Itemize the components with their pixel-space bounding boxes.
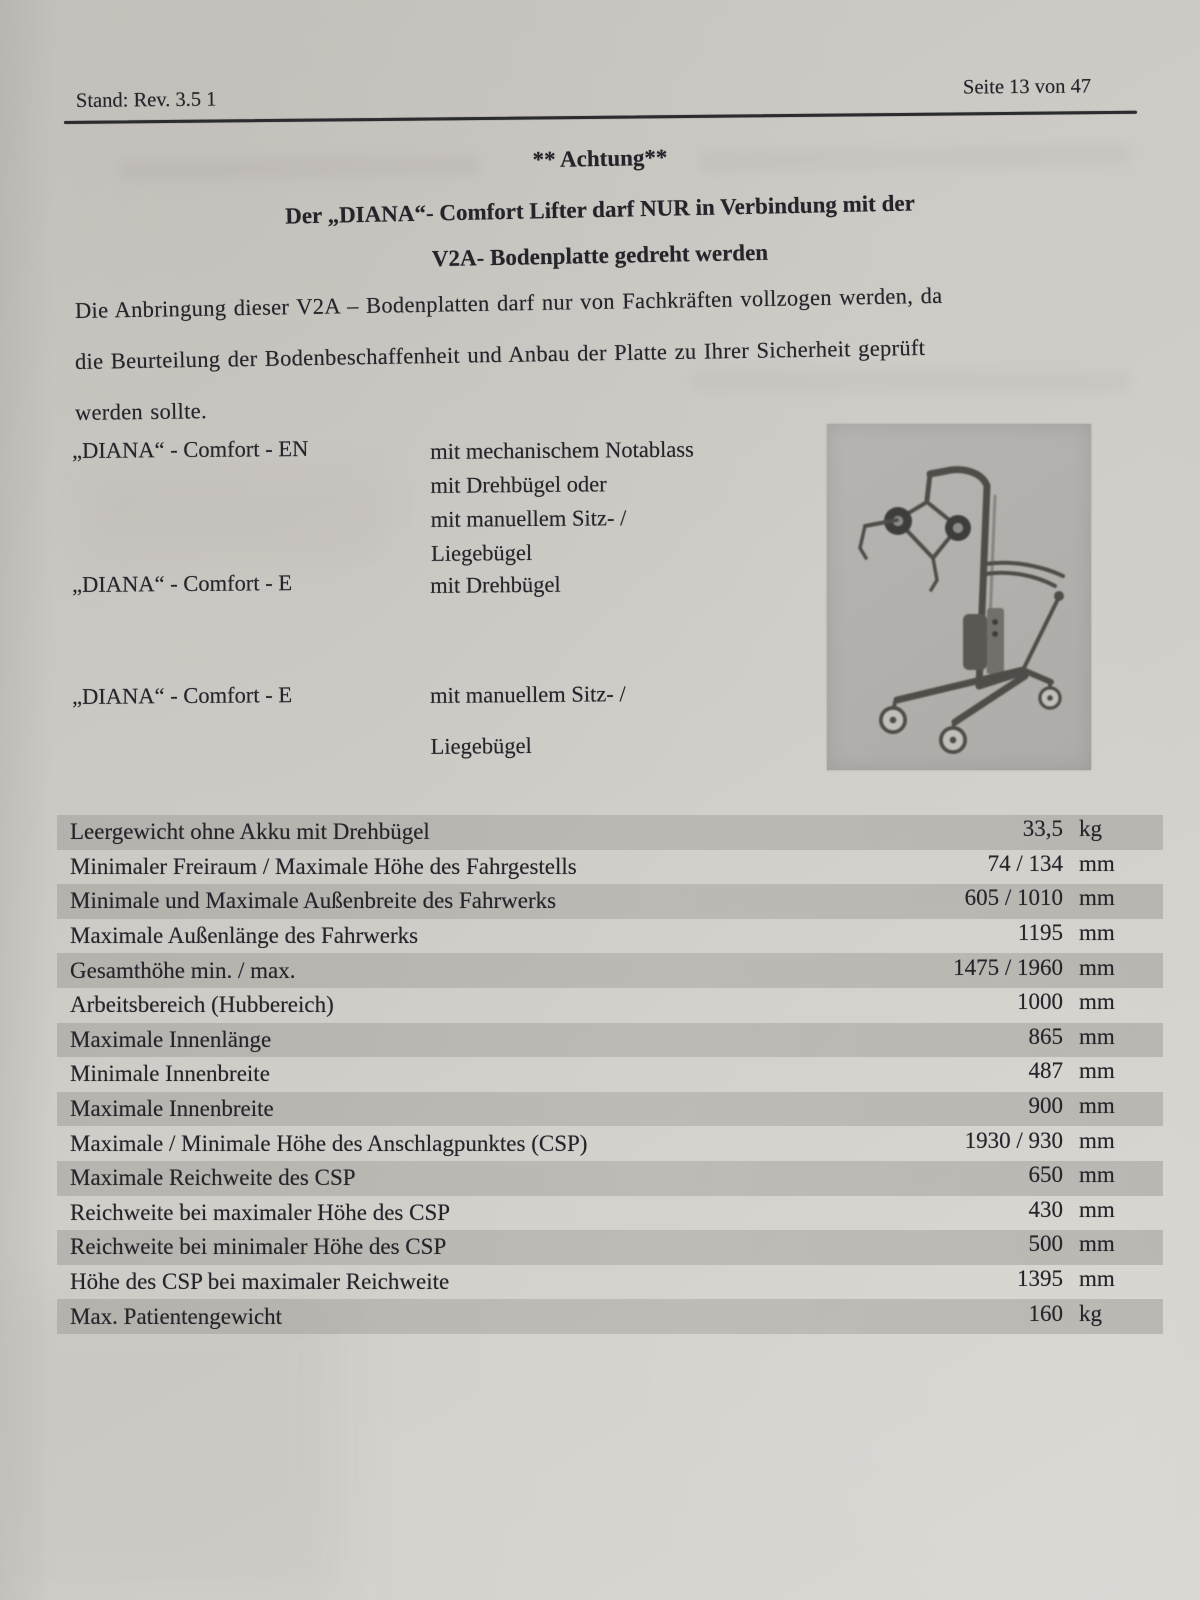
model-feature: mit manuellem Sitz- / (430, 505, 627, 532)
spec-value: 900 (1028, 1093, 1063, 1119)
spec-value: 865 (1028, 1023, 1063, 1049)
spec-label: Reichweite bei maximaler Höhe des CSP (70, 1199, 451, 1225)
table-row (57, 919, 1163, 954)
spec-value: 430 (1028, 1196, 1063, 1222)
spec-unit: mm (1079, 1266, 1115, 1292)
spec-value: 1475 / 1960 (953, 954, 1063, 980)
table-row (57, 1196, 1163, 1231)
model-feature: Liegebügel (430, 732, 532, 759)
table-row (57, 1230, 1163, 1265)
spec-label: Max. Patientengewicht (70, 1303, 283, 1329)
spec-unit: mm (1079, 1058, 1115, 1084)
bleedthrough-blob (86, 470, 386, 560)
spec-unit: mm (1079, 850, 1115, 876)
spec-value: 33,5 (1022, 816, 1063, 842)
header-rule (64, 111, 1137, 124)
body-paragraph-line: Die Anbringung dieser V2A – Bodenplatten darf nur von Fachkräften vollzogen werden, da (74, 282, 943, 323)
table-row (57, 1265, 1163, 1300)
spec-unit: mm (1079, 1023, 1115, 1049)
model-feature: Liegebügel (430, 539, 533, 566)
spec-label: Arbeitsbereich (Hubbereich) (70, 992, 334, 1018)
attention-title: ** Achtung** (532, 144, 668, 173)
table-row (57, 1023, 1163, 1058)
spec-unit: mm (1079, 1162, 1115, 1188)
model-feature: mit Drehbügel oder (430, 471, 607, 498)
spec-label: Maximale / Minimale Höhe des Anschlagpunktes (CSP) (70, 1130, 588, 1156)
warning-heading-line2: V2A- Bodenplatte gedreht werden (431, 239, 769, 272)
body-paragraph-line: die Beurteilung der Bodenbeschaffenheit und Anbau der Platte zu Ihrer Sicherheit geprüft (74, 334, 926, 374)
spec-unit: mm (1079, 1093, 1115, 1119)
spec-label: Höhe des CSP bei maximaler Reichweite (70, 1269, 450, 1295)
spec-unit: kg (1079, 1300, 1102, 1326)
spec-value: 160 (1028, 1300, 1063, 1326)
spec-unit: mm (1079, 989, 1115, 1015)
scan-shadow (0, 1300, 340, 1600)
model-feature: mit Drehbügel (430, 571, 561, 598)
spec-value: 605 / 1010 (964, 885, 1063, 911)
spec-unit: mm (1079, 920, 1115, 946)
model-name: „DIANA“ - Comfort - EN (72, 435, 309, 463)
spec-value: 487 (1028, 1058, 1063, 1084)
spec-value: 650 (1028, 1162, 1063, 1188)
model-row (72, 431, 832, 566)
spec-value: 1395 (1017, 1266, 1063, 1292)
model-features (430, 433, 695, 571)
table-row (57, 1126, 1163, 1161)
spec-label: Reichweite bei minimaler Höhe des CSP (70, 1234, 447, 1260)
warning-heading-line1: Der „DIANA“- Comfort Lifter darf NUR in Verbindung mit der (284, 190, 916, 229)
spec-label: Minimaler Freiraum / Maximale Höhe des Fahrgestells (70, 853, 577, 879)
spec-table (57, 815, 1163, 1334)
model-row (72, 677, 832, 759)
spec-unit: mm (1079, 1127, 1115, 1153)
model-feature: mit mechanischem Notablass (430, 436, 694, 464)
model-feature: mit manuellem Sitz- / (430, 681, 626, 708)
spec-value: 1930 / 930 (964, 1127, 1063, 1153)
body-paragraph-line: werden sollte. (74, 398, 208, 425)
spec-label: Gesamthöhe min. / max. (70, 957, 296, 983)
lifter-illustration (827, 424, 1091, 770)
table-row (57, 884, 1163, 919)
spec-unit: mm (1079, 885, 1115, 911)
spec-value: 1000 (1017, 989, 1063, 1015)
table-row (57, 953, 1163, 988)
spec-label: Maximale Außenlänge des Fahrwerks (70, 923, 419, 949)
table-row (57, 1161, 1163, 1196)
bleedthrough-band (690, 370, 1130, 392)
revision-label: Stand: Rev. 3.5 1 (75, 88, 217, 112)
table-row (57, 815, 1163, 850)
lifter-photo (827, 424, 1091, 770)
table-row (57, 988, 1163, 1023)
spec-label: Minimale und Maximale Außenbreite des Fahrwerks (70, 888, 557, 914)
spec-value: 1195 (1017, 920, 1063, 946)
table-row (57, 850, 1163, 885)
spec-unit: mm (1079, 954, 1115, 980)
spec-label: Minimale Innenbreite (70, 1061, 270, 1087)
spec-label: Maximale Reichweite des CSP (70, 1165, 356, 1191)
table-row (57, 1092, 1163, 1127)
spec-label: Maximale Innenbreite (70, 1096, 274, 1122)
model-features (430, 679, 626, 783)
page-number: Seite 13 von 47 (962, 75, 1092, 99)
model-name: „DIANA“ - Comfort - E (72, 570, 293, 597)
spec-unit: mm (1079, 1231, 1115, 1257)
spec-unit: kg (1079, 816, 1102, 842)
table-row (57, 1299, 1163, 1334)
table-row (57, 1057, 1163, 1092)
spec-value: 74 / 134 (987, 850, 1063, 876)
spec-value: 500 (1028, 1231, 1063, 1257)
spec-label: Maximale Innenlänge (70, 1026, 272, 1052)
spec-label: Leergewicht ohne Akku mit Drehbügel (70, 819, 430, 845)
model-features (430, 568, 561, 603)
model-name: „DIANA“ - Comfort - E (72, 682, 293, 709)
spec-unit: mm (1079, 1196, 1115, 1222)
